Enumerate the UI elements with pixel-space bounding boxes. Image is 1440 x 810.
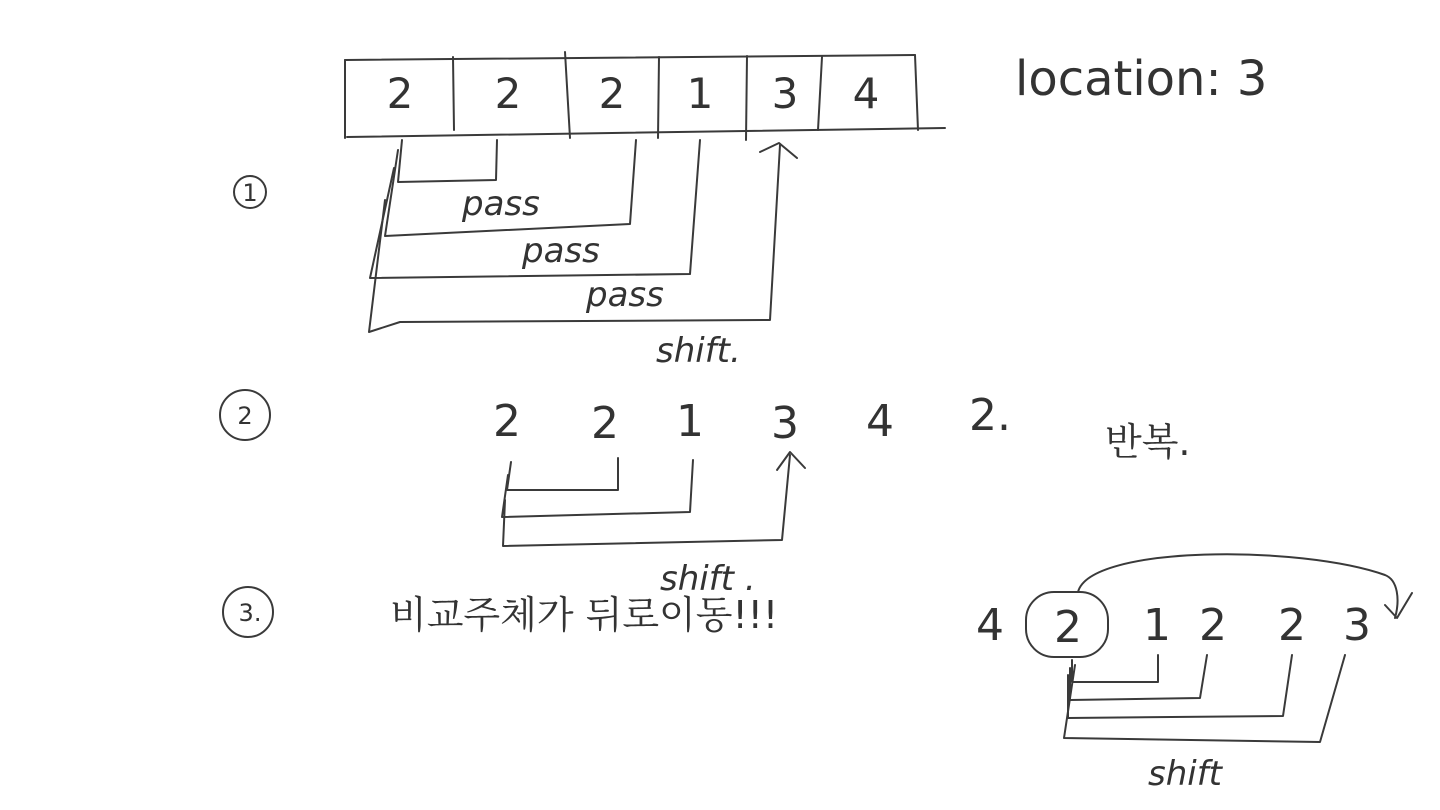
location-label: location: 3: [1015, 51, 1268, 107]
array-bottom-edge: [347, 128, 945, 137]
array-divider: [915, 55, 918, 130]
sequence-value: 2: [591, 398, 619, 449]
compare-bracket: [1072, 655, 1158, 682]
compare-bracket: [398, 140, 497, 182]
compare-bracket: [502, 460, 693, 517]
compare-bracket: [507, 458, 618, 490]
sequence-value: 2: [1199, 600, 1227, 651]
array-cell-value: 2: [494, 69, 522, 118]
array-top-edge: [345, 55, 915, 60]
array-divider: [565, 52, 570, 138]
array-cell-value: 4: [852, 69, 880, 118]
step2-brackets: [502, 452, 805, 546]
step2-marker: 2: [237, 402, 253, 430]
step3-marker: 3.: [238, 599, 262, 627]
step1-marker: 1: [242, 179, 258, 207]
sequence-value: 3: [1343, 600, 1371, 651]
shift-label: shift.: [656, 331, 741, 371]
sequence-value: 2: [493, 396, 521, 447]
compare-subject-note: 비교주체가 뒤로이동!!!: [390, 593, 779, 637]
pass-label: pass: [462, 184, 540, 224]
arrow-head-icon: [777, 452, 805, 470]
array-divider: [818, 57, 822, 130]
array-cell-value: 3: [771, 69, 799, 118]
array-cell-value: 1: [686, 69, 714, 118]
sequence-value: 1: [1143, 600, 1171, 651]
arrow-head-icon: [1385, 593, 1412, 618]
array-divider: [658, 57, 659, 138]
array-cell-value: 2: [386, 69, 414, 118]
shift-bracket: [503, 455, 790, 546]
array-cell-value: 2: [598, 69, 626, 118]
sequence-value: 3: [771, 398, 799, 449]
sequence-value: 4: [866, 396, 894, 447]
sequence-value: 2: [1278, 600, 1306, 651]
shift-label: shift .: [660, 559, 756, 599]
sequence-value: 2: [1054, 602, 1082, 653]
sequence-value: 1: [676, 396, 704, 447]
sequence-value: 4: [976, 600, 1004, 651]
shift-label: shift: [1148, 754, 1223, 794]
pass-label: pass: [586, 275, 664, 315]
compare-bracket: [1070, 655, 1207, 700]
array-divider: [746, 56, 747, 140]
compare-bracket: [1068, 655, 1292, 718]
pass-label: pass: [522, 231, 600, 271]
repeat-note: 반복.: [1105, 420, 1191, 464]
array-divider: [453, 57, 454, 130]
sequence-value: 2.: [969, 390, 1011, 441]
